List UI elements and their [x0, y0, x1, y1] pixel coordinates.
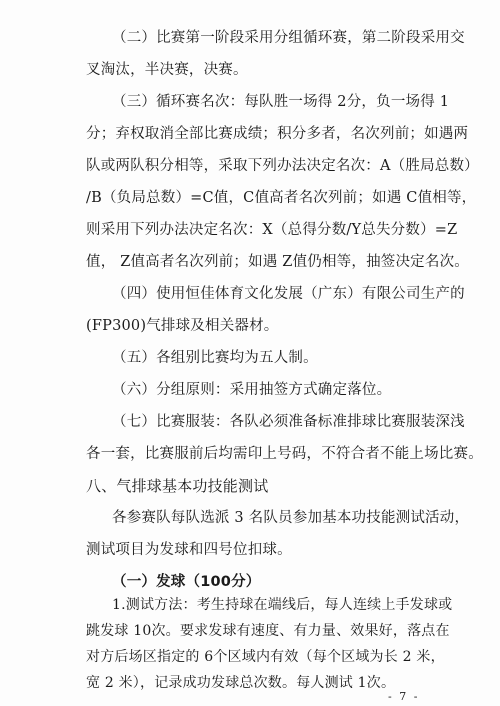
section-heading: 八、气排球基本功技能测试 — [86, 477, 269, 495]
paragraph-line: 各一套，比赛服前后均需印上号码，不符合者不能上场比赛。 — [86, 446, 483, 462]
paragraph-line: 叉淘汰，半决赛，决赛。 — [86, 62, 248, 78]
paragraph-line: 则采用下列办法决定名次：X（总得分数/Y总失分数）=Z — [86, 222, 458, 238]
paragraph-line: （四）使用恒佳体育文化发展（广东）有限公司生产的 — [112, 286, 465, 302]
subsection-heading: （一）发球（100分） — [112, 574, 261, 590]
paragraph-line: 测试项目为发球和四号位扣球。 — [86, 542, 292, 558]
paragraph-line: 队或两队积分相等，采取下列办法决定名次：A（胜局总数） — [86, 158, 479, 174]
paragraph-line: 分；弃权取消全部比赛成绩；积分多者，名次列前；如遇两 — [86, 126, 469, 142]
paragraph-line: 宽 2 米），记录成功发球总次数。每人测试 1次。 — [86, 675, 396, 691]
paragraph-line: 值， Z值高者名次列前；如遇 Z值仍相等，抽签决定名次。 — [86, 254, 469, 270]
paragraph-line: （五）各组别比赛均为五人制。 — [112, 350, 318, 366]
paragraph-line: 跳发球 10次。要求发球有速度、有力量、效果好，落点在 — [86, 623, 450, 639]
paragraph-line: 对方后场区指定的 6个区域内有效（每个区域为长 2 米， — [86, 649, 445, 665]
paragraph-line: （七）比赛服装：各队必须准备标准排球比赛服装深浅 — [112, 414, 465, 430]
page-number: - 7 - — [388, 690, 420, 703]
paragraph-line: （二）比赛第一阶段采用分组循环赛，第二阶段采用交 — [112, 30, 465, 46]
paragraph-line: /B（负局总数）=C值，C值高者名次列前；如遇 C值相等， — [86, 190, 477, 206]
paragraph-line: （三）循环赛名次：每队胜一场得 2分，负一场得 1 — [112, 94, 450, 110]
paragraph-line: (FP300)气排球及相关器材。 — [86, 318, 279, 334]
paragraph-line: （六）分组原则：采用抽签方式确定落位。 — [112, 382, 392, 398]
paragraph-line: 1.测试方法：考生持球在端线后，每人连续上手发球或 — [112, 597, 453, 613]
paragraph-line: 各参赛队每队选派 3 名队员参加基本功技能测试活动， — [112, 510, 470, 526]
